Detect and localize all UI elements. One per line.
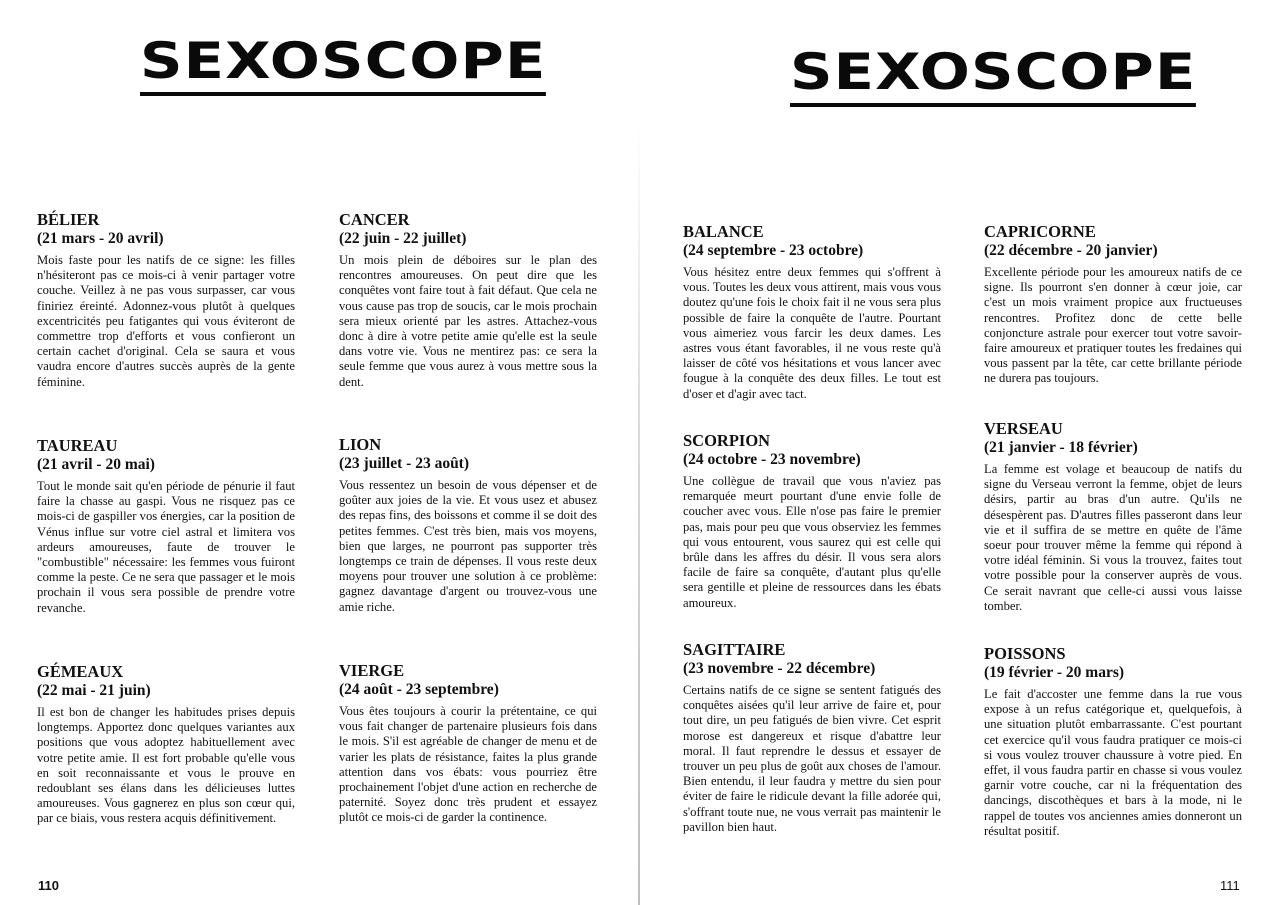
horoscope-entry-scorpion xyxy=(683,431,941,611)
sign-text: Tout le monde sait qu'en période de pénurie il faut faire la chasse au gaspi. Vous ne risquez pas ce mois-ci de gaspiller vos énergies, car la position de Vénus influe sur votre ciel astral et limitera vos ardeurs amoureuses, faute de trouver le "combustible" nécessaire: les femmes vous fuiront comme la peste. Ce ne sera que passager et le mois prochain il vous sera possible de prendre votre revanche. xyxy=(37,479,295,615)
sign-dates: (24 août - 23 septembre) xyxy=(339,681,499,698)
page-header: SEXOSCOPE xyxy=(790,43,1196,107)
sign-text: Mois faste pour les natifs de ce signe: les filles n'hésiteront pas ce mois-ci à venir partager votre couche. Veillez à ne pas vous surpasser, car vous finiriez éreinté. Adonnez-vous plutôt à quelques excentricités peu fatigantes qui vous éviteront de commettre trop d'efforts et vous confieront un certain cachet d'original. Cela se saura et vous vaudra encore d'autres succès auprès de la gente féminine. xyxy=(37,253,295,389)
sign-text: Une collègue de travail que vous n'aviez pas remarquée meurt pourtant d'une envie folle de coucher avec vous. Elle n'ose pas faire le premier pas, mais pour peu que vous observiez les femmes qui vous entourent, vous saurez qui est celle qui brûle dans les affres du désir. Il vous sera alors facile de faire sa conquête, d'autant plus qu'elle sera gentille et pleine de ressources dans les ébats amoureux. xyxy=(683,474,941,610)
sign-dates: (24 octobre - 23 novembre) xyxy=(683,451,861,468)
horoscope-entry-balance xyxy=(683,222,941,402)
horoscope-entry-taureau xyxy=(37,436,295,616)
sign-dates: (21 mars - 20 avril) xyxy=(37,230,164,247)
sign-dates: (21 avril - 20 mai) xyxy=(37,456,155,473)
horoscope-entry-sagittaire xyxy=(683,640,941,835)
sign-name: VERSEAU xyxy=(984,419,1063,438)
sign-dates: (23 novembre - 22 décembre) xyxy=(683,660,876,677)
horoscope-entry-vierge xyxy=(339,661,597,826)
sign-text: Certains natifs de ce signe se sentent fatigués des conquêtes aisées qu'il leur arrive de faire et, pour tout dire, un peu fatigués de bien vivre. Cet esprit morose est dangereux et risque d'abattre leur moral. Il faut reprendre le dessus et essayer de trouver un peu plus de goût aux choses de l'amour. Bien entendu, il leur faudra y mettre du sien pour éviter de faire le ridicule devant la fille adorée qui, s'offrant toute nue, ne vous verrait pas maintenir le pavillon bien haut. xyxy=(683,683,941,834)
sign-name: POISSONS xyxy=(984,644,1066,663)
sign-text: Un mois plein de déboires sur le plan des rencontres amoureuses. On peut dire que les conquêtes vont faire tout à fait défaut. Que cela ne vous cause pas trop de soucis, car le mois prochain sera mieux orienté par les astres. Attachez-vous donc à dire à votre petite amie qu'elle est la seule dans votre vie. Vous ne mentirez pas: ce sera la seule femme que vous aurez à vous mettre sous la dent. xyxy=(339,253,597,389)
horoscope-entry-verseau xyxy=(984,419,1242,614)
sign-dates: (22 mai - 21 juin) xyxy=(37,682,151,699)
sign-text: Il est bon de changer les habitudes prises depuis longtemps. Apportez donc quelques variantes aux positions que vous adoptez habituellement avec votre petite amie. Il est fort probable qu'elle vous en soit reconnaissante et vous le prouve en redoublant ses élans dans les délicieuses luttes amoureuses. Vous gagnerez en plus son cœur qui, par ce biais, vous restera acquis définitivement. xyxy=(37,705,295,826)
horoscope-entry-belier xyxy=(37,210,295,390)
horoscope-entry-gemeaux xyxy=(37,662,295,827)
horoscope-entry-lion xyxy=(339,435,597,615)
sign-dates: (19 février - 20 mars) xyxy=(984,664,1125,681)
sign-dates: (24 septembre - 23 octobre) xyxy=(683,242,864,259)
sign-name: CANCER xyxy=(339,210,410,229)
horoscope-entry-capricorne xyxy=(984,222,1242,387)
sign-name: TAUREAU xyxy=(37,436,118,455)
page-header: SEXOSCOPE xyxy=(140,32,546,96)
page-number: 110 xyxy=(38,878,59,893)
sign-text: Vous ressentez un besoin de vous dépenser et de goûter aux joies de la vie. Et vous usez et abusez des repas fins, des boissons et comme il se doit des petites femmes. C'est très bien, mais vos moyens, bien que larges, ne pourront pas supporter très longtemps ce train de dépenses. Il vous reste deux moyens pour trouver une solution à ce problème: gagnez davantage d'argent ou trouvez-vous une amie riche. xyxy=(339,478,597,614)
sign-name: SCORPION xyxy=(683,431,771,450)
sign-text: La femme est volage et beaucoup de natifs du signe du Verseau verront la femme, objet de leurs désirs, partir au bras d'un autre. Qu'ils ne désespèrent pas. D'autres filles passeront dans leur vie et il suffira de se mettre en quête de l'âme soeur pour trouver même la femme qui répond à votre idéal féminin. Si vous la trouvez, faites tout votre possible pour la conserver auprès de vous. Ce serait navrant que celle-ci aussi vous laisse tomber. xyxy=(984,462,1242,613)
sign-name: LION xyxy=(339,435,382,454)
sign-dates: (21 janvier - 18 février) xyxy=(984,439,1138,456)
sign-text: Vous êtes toujours à courir la prétentaine, ce qui vous fait changer de partenaire plusieurs fois dans le mois. S'il est agréable de changer de menu et de varier les plats de résistance, faites la plus grande attention dans vos ébats: vous pourriez être prochainement l'objet d'une action en recherche de paternité. Soyez donc très prudent et essayez plutôt ce mois-ci de garder la continence. xyxy=(339,704,597,825)
sign-name: VIERGE xyxy=(339,661,405,680)
sign-name: GÉMEAUX xyxy=(37,662,124,681)
sign-text: Excellente période pour les amoureux natifs de ce signe. Ils pourront s'en donner à cœur joie, car c'est un mois vraiment propice aux fructueuses rencontres. Profitez donc de cette belle conjoncture astrale pour exercer tout votre savoir-faire amoureux et pratiquer toutes les fredaines qui vous passent par la tête, car cette brillante période ne durera pas toujours. xyxy=(984,265,1242,386)
sign-text: Le fait d'accoster une femme dans la rue vous expose à un refus catégorique et, quelquefois, à une situation plutôt embarrassante. C'est pourtant cet exercice qu'il vous faudra pratiquer ce mois-ci si vous voulez trouver chaussure à votre pied. En effet, il vous faudra partir en chasse si vous voulez garnir votre couche, car ni la fréquentation des dancings, discothèques et bars à la mode, ni le rappel de toutes vos anciennes amies donneront un résultat positif. xyxy=(984,687,1242,838)
page-number: 111 xyxy=(1220,878,1240,893)
right-page xyxy=(640,0,1280,905)
sign-name: CAPRICORNE xyxy=(984,222,1096,241)
horoscope-entry-cancer xyxy=(339,210,597,390)
horoscope-entry-poissons xyxy=(984,644,1242,839)
sign-name: BÉLIER xyxy=(37,210,100,229)
sign-name: BALANCE xyxy=(683,222,764,241)
sign-text: Vous hésitez entre deux femmes qui s'offrent à vous. Toutes les deux vous attirent, mais vous vous doutez qu'une fois le choix fait il ne vous sera plus possible de faire la conquête de l'autre. Pourtant vous aimeriez vous farcir les deux dames. Les astres vous étant favorables, il ne vous reste qu'à laisser de côté vos hésitations et vous lancer avec fougue à la conquête des deux filles. Le tout est d'oser et d'agir avec tact. xyxy=(683,265,941,401)
sign-dates: (22 juin - 22 juillet) xyxy=(339,230,467,247)
sign-dates: (22 décembre - 20 janvier) xyxy=(984,242,1158,259)
sign-name: SAGITTAIRE xyxy=(683,640,786,659)
sign-dates: (23 juillet - 23 août) xyxy=(339,455,470,472)
